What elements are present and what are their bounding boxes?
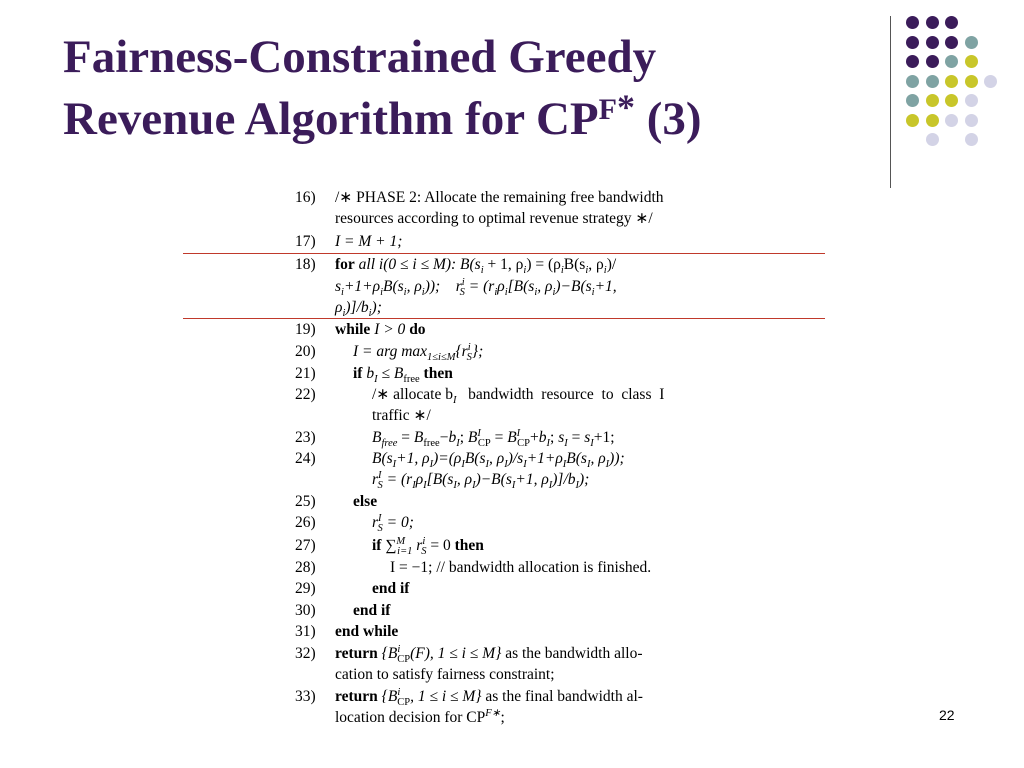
decorative-dot xyxy=(945,94,958,107)
decorative-dot xyxy=(945,55,958,68)
line-number: 25) xyxy=(295,493,316,510)
highlight-rule-bottom xyxy=(183,318,825,319)
decorative-dot xyxy=(926,94,939,107)
decorative-dot xyxy=(926,75,939,88)
algorithm-line-33-cont: location decision for $CP^{F∗}$; xyxy=(335,707,505,726)
decorative-dot xyxy=(906,36,919,49)
algorithm-line-24: $B(s_I+1$, $\rho_I)=(\rho_IB(s_I$, $\rho_I)/s_I+1+\rho_IB(s_I$, $\rho_I$)); xyxy=(372,450,625,471)
decorative-vertical-rule xyxy=(890,16,891,188)
title-line-2-suffix: (3) xyxy=(634,93,702,145)
decorative-dot xyxy=(926,16,939,29)
algorithm-line-27: if ∑$^M_{i=1}$ $r^i_S = 0$ then xyxy=(372,535,484,558)
decorative-dot xyxy=(945,36,958,49)
line-number: 18) xyxy=(295,256,316,273)
line-number: 19) xyxy=(295,321,316,338)
line-number: 32) xyxy=(295,645,316,662)
algorithm-line-16: /∗ PHASE 2: Allocate the remaining free bandwidth xyxy=(335,189,664,206)
algorithm-line-30: end if xyxy=(353,602,391,619)
decorative-dot xyxy=(945,16,958,29)
line-number: 30) xyxy=(295,602,316,619)
decorative-dot xyxy=(965,55,978,68)
algorithm-line-17: I = M + 1; xyxy=(335,233,403,250)
line-number: 26) xyxy=(295,514,316,531)
algorithm-line-31: end while xyxy=(335,623,399,640)
algorithm-line-18-cont2: $\rho_i)]/b_i$); xyxy=(335,299,382,320)
algorithm-line-20: I = arg $\max_{1\le i\le M}\{r^i_S\}$; xyxy=(353,341,484,364)
decorative-dot xyxy=(945,75,958,88)
line-number: 16) xyxy=(295,189,316,206)
algorithm-line-29: end if xyxy=(372,580,410,597)
decorative-dot xyxy=(926,133,939,146)
line-number: 21) xyxy=(295,365,316,382)
decorative-dot xyxy=(965,133,978,146)
algorithm-line-25: else xyxy=(353,493,378,510)
slide-title xyxy=(63,26,863,150)
title-superscript: F* xyxy=(598,87,635,128)
line-number: 31) xyxy=(295,623,316,640)
highlight-rule-top xyxy=(183,253,825,254)
decorative-dot xyxy=(906,114,919,127)
algorithm-line-24-cont: $r^I_S = (r_I\rho_I[B(s_I$, $\rho_I)-B(s_I+1$, $\rho_I)]/b_I$); xyxy=(372,469,590,492)
line-number: 22) xyxy=(295,386,316,403)
algorithm-line-22-cont: traffic ∗/ xyxy=(372,407,431,424)
algorithm-line-16-cont: resources according to optimal revenue strategy ∗/ xyxy=(335,210,653,227)
line-number: 23) xyxy=(295,429,316,446)
decorative-dot xyxy=(926,36,939,49)
algorithm-line-23: $B_{free} = B_{free}-b_I$; $B^I_{CP} = B^I_{CP}+b_I$; $s_I = s_I+1$; xyxy=(372,427,615,450)
line-number: 24) xyxy=(295,450,316,467)
line-number: 27) xyxy=(295,537,316,554)
decorative-dot xyxy=(945,114,958,127)
line-number: 29) xyxy=(295,580,316,597)
title-line-1: Fairness-Constrained Greedy xyxy=(63,31,657,83)
algorithm-line-32: return {$B^i_{CP}(F)$, 1 ≤ i ≤ M} as the bandwidth allo- xyxy=(335,643,643,666)
line-number: 17) xyxy=(295,233,316,250)
line-number: 20) xyxy=(295,343,316,360)
decorative-dot xyxy=(984,75,997,88)
algorithm-line-33: return {$B^i_{CP}$, 1 ≤ i ≤ M} as the final bandwidth al- xyxy=(335,686,643,709)
decorative-dot xyxy=(906,94,919,107)
algorithm-line-28: I = −1; // bandwidth allocation is finished. xyxy=(390,559,652,576)
decorative-dot xyxy=(906,16,919,29)
line-number: 33) xyxy=(295,688,316,705)
page-number: 22 xyxy=(939,707,955,723)
decorative-dot xyxy=(906,55,919,68)
algorithm-line-18: for all i(0 ≤ i ≤ M): $B(s_i + 1$, $\rho_i) = (\rho_iB(s_i$, $\rho_i)/$ xyxy=(335,256,617,277)
algorithm-line-18-cont: $s_i+1+\rho_iB(s_i$, $\rho_i$)); $r^i_S = (r_i\rho_i[B(s_i$, $\rho_i)-B(s_i+1$, xyxy=(335,276,617,299)
decorative-dot xyxy=(965,36,978,49)
algorithm-line-26: $r^I_S = 0$; xyxy=(372,512,414,535)
decorative-dot xyxy=(965,114,978,127)
algorithm-line-22: /∗ allocate $b_I$ bandwidth resource to class I xyxy=(372,386,665,407)
decorative-dot xyxy=(926,114,939,127)
decorative-dot xyxy=(965,75,978,88)
decorative-dot xyxy=(906,75,919,88)
line-number: 28) xyxy=(295,559,316,576)
algorithm-line-19: while I > 0 do xyxy=(335,321,426,338)
decorative-dot xyxy=(926,55,939,68)
title-line-2-main: Revenue Algorithm for CP xyxy=(63,93,599,145)
decorative-dot xyxy=(965,94,978,107)
algorithm-line-21: if $b_I \le B_{free}$ then xyxy=(353,365,453,386)
algorithm-line-32-cont: cation to satisfy fairness constraint; xyxy=(335,666,555,683)
